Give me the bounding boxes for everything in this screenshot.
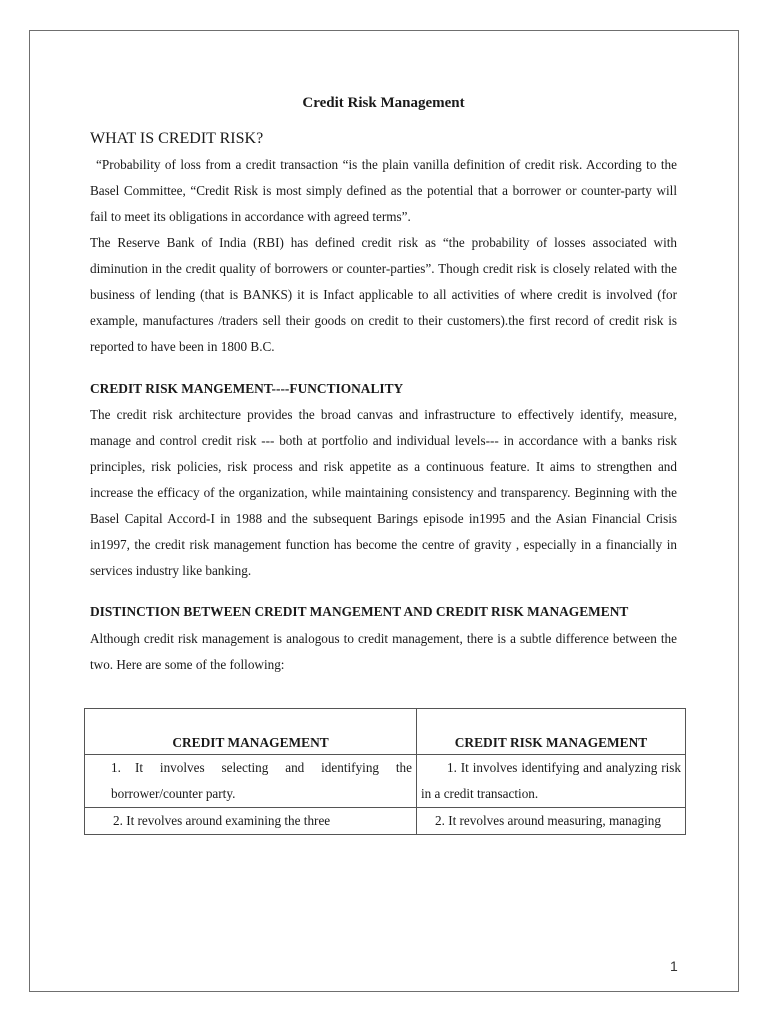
header-credit-risk-management: CREDIT RISK MANAGEMENT <box>454 735 648 750</box>
what-is-credit-risk-paragraph-2: The Reserve Bank of India (RBI) has defined credit risk as “the probability of losses associated with diminution in the credit quality of borrowers or counter-parties”. Though credit risk is closely related with the business of lending (that is BANKS) it is Infact applicable to all activities of where credit is involved (for example, manufactures /traders sell their goods on credit to their customers).the first record of credit risk is reported to have been in 1800 B.C. <box>90 235 677 354</box>
table-cell-text: 2. It revolves around measuring, managing <box>435 813 661 828</box>
table-row <box>85 808 686 835</box>
table-row <box>85 755 686 808</box>
comparison-table <box>84 708 686 835</box>
functionality-paragraph: The credit risk architecture provides the broad canvas and infrastructure to effectively identify, measure, manage and control credit risk --- both at portfolio and individual levels--- in accordance with a banks risk principles, risk policies, risk process and risk appetite as a continuous feature. It aims to strengthen and increase the efficacy of the organization, while maintaining consistency and transparency. Beginning with the Basel Capital Accord-I in 1988 and the subsequent Barings episode in1995 and the Asian Financial Crisis in1997, the credit risk management function has become the centre of gravity , especially in a financially in services industry like banking. <box>90 407 677 578</box>
page-number: 1 <box>670 958 678 974</box>
document-body <box>90 90 681 835</box>
table-cell-text: 2. It revolves around examining the three <box>113 813 331 828</box>
what-is-credit-risk-heading: WHAT IS CREDIT RISK? <box>90 130 264 147</box>
functionality-heading: CREDIT RISK MANGEMENT----FUNCTIONALITY <box>90 381 404 396</box>
table-header-cell <box>417 709 686 755</box>
what-is-credit-risk-paragraph-1: “Probability of loss from a credit transaction “is the plain vanilla definition of credit risk. According to the Basel Committee, “Credit Risk is most simply defined as the potential that a borrower or counter-party will fail to meet its obligations in accordance with agreed terms”. <box>90 157 677 224</box>
table-cell <box>417 755 686 808</box>
table-cell-text: It involves selecting and identifying the borrower/counter party. <box>111 760 412 801</box>
document-title: Credit Risk Management <box>302 95 465 111</box>
list-number: 1. <box>111 760 121 775</box>
table-cell <box>85 755 417 808</box>
header-credit-management: CREDIT MANAGEMENT <box>172 735 329 750</box>
table-header-cell <box>85 709 417 755</box>
table-cell <box>85 808 417 835</box>
table-header-row <box>85 709 686 755</box>
table-cell <box>417 808 686 835</box>
distinction-heading: DISTINCTION BETWEEN CREDIT MANGEMENT AND CREDIT RISK MANAGEMENT <box>90 604 629 619</box>
distinction-paragraph: Although credit risk management is analogous to credit management, there is a subtle difference between the two. Here are some of the following: <box>90 631 677 672</box>
table-cell-text: 1. It involves identifying and analyzing risk in a credit transaction. <box>421 760 681 801</box>
